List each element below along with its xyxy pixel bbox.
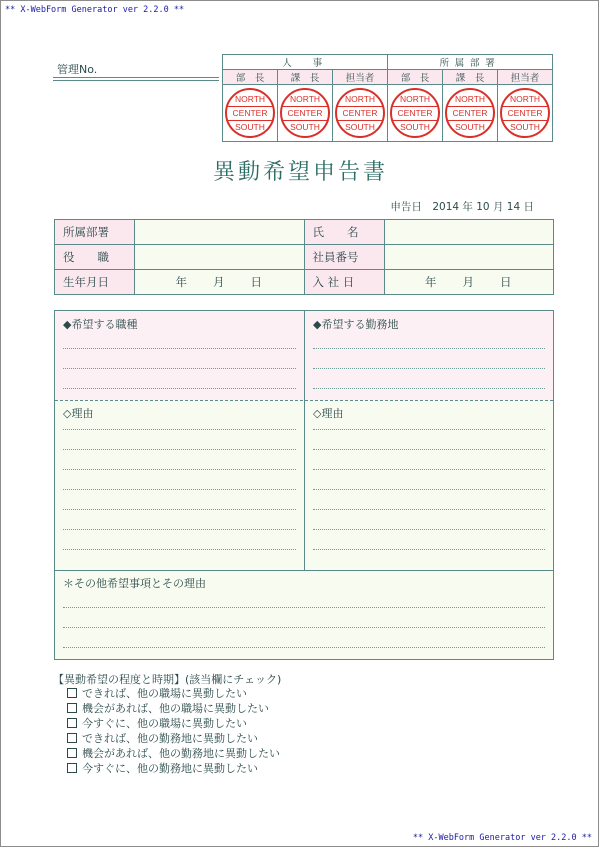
management-no-underline [53,80,219,81]
stamp-cell[interactable] [443,85,498,142]
other-wishes-panel[interactable] [55,570,553,659]
approval-role: 部 長 [388,70,443,85]
option-checkbox[interactable] [67,688,77,698]
generator-footer: ** X-WebForm Generator ver 2.2.0 ** [412,833,592,843]
stamp-text-top: NORTH [234,93,266,104]
position-label: 役 職 [55,245,135,270]
job-reason-panel[interactable] [55,400,304,570]
stamp-text-middle: CENTER [447,106,493,121]
stamp-cell[interactable] [278,85,333,142]
stamp-cell[interactable] [388,85,443,142]
birth-date-label: 生年月日 [55,270,135,295]
panel-divider-dashed [55,400,553,401]
writing-lines [63,329,296,389]
approval-stamp [280,88,330,138]
desired-job-label: ◆希望する職種 [63,318,138,331]
list-item [67,745,280,760]
stamp-cell[interactable] [223,85,278,142]
approval-dept-hr: 人 事 [223,55,388,70]
stamp-text-bottom: SOUTH [510,121,540,132]
approval-stamp [225,88,275,138]
stamp-text-middle: CENTER [337,106,383,121]
panel-divider-solid [55,570,553,571]
option-checkbox[interactable] [67,748,77,758]
transfer-wish-box [54,310,554,660]
stamp-text-top: NORTH [289,93,321,104]
employee-number-label: 社員番号 [304,245,384,270]
stamp-text-middle: CENTER [502,106,548,121]
stamp-text-middle: CENTER [282,106,328,121]
stamp-text-middle: CENTER [392,106,438,121]
approval-stamp [390,88,440,138]
stamp-text-middle: CENTER [227,106,273,121]
job-reason-label: ◇理由 [63,407,94,420]
birth-date-field[interactable]: 年 月 日 [135,270,305,295]
approval-role: 担当者 [333,70,388,85]
table-row [55,270,554,295]
join-date-label: 入 社 日 [304,270,384,295]
management-no-underline [53,77,219,78]
stamp-text-top: NORTH [454,93,486,104]
stamp-text-bottom: SOUTH [290,121,320,132]
employee-info-table [54,219,554,295]
approval-role: 部 長 [223,70,278,85]
table-row [55,245,554,270]
document-title: 異動希望申告書 [212,160,388,185]
stamp-text-bottom: SOUTH [235,121,265,132]
stamp-cell[interactable] [498,85,553,142]
approval-stamp-grid [222,54,553,142]
location-reason-label: ◇理由 [313,407,344,420]
option-checkbox[interactable] [67,718,77,728]
option-checkbox[interactable] [67,703,77,713]
list-item [67,760,280,775]
stamp-text-top: NORTH [344,93,376,104]
stamp-text-bottom: SOUTH [455,121,485,132]
stamp-text-bottom: SOUTH [345,121,375,132]
stamp-text-bottom: SOUTH [400,121,430,132]
list-item [67,730,280,745]
table-row [55,220,554,245]
stamp-cell[interactable] [333,85,388,142]
other-wishes-label: ＊その他希望事項とその理由 [63,577,206,590]
approval-stamp [335,88,385,138]
management-no-label: 管理No. [57,63,98,76]
approval-stamp [500,88,550,138]
writing-lines [63,410,296,550]
panel-divider-vertical [304,311,305,570]
approval-role: 課 長 [278,70,333,85]
option-label: 今すぐに、他の勤務地に異動したい [82,761,258,775]
join-date-field[interactable]: 年 月 日 [384,270,554,295]
option-label: 今すぐに、他の職場に異動したい [82,716,247,730]
generator-header: ** X-WebForm Generator ver 2.2.0 ** [5,5,185,15]
desired-location-panel[interactable] [305,311,553,400]
option-label: 機会があれば、他の職場に異動したい [82,701,269,715]
approval-stamp [445,88,495,138]
position-field[interactable] [135,245,305,270]
list-item [67,715,280,730]
options-title: 【異動希望の程度と時期】(該当欄にチェック) [53,673,282,686]
option-checkbox[interactable] [67,733,77,743]
list-item [67,685,280,700]
desired-job-panel[interactable] [55,311,304,400]
writing-lines [63,588,545,648]
employee-number-field[interactable] [384,245,554,270]
desired-location-label: ◆希望する勤務地 [313,318,399,331]
writing-lines [313,410,545,550]
department-label: 所属部署 [55,220,135,245]
stamp-text-top: NORTH [509,93,541,104]
approval-dept-own: 所属部署 [388,55,553,70]
approval-role: 担当者 [498,70,553,85]
report-date: 申告日 2014 年 10 月 14 日 [390,201,534,213]
approval-role: 課 長 [443,70,498,85]
name-label: 氏 名 [304,220,384,245]
location-reason-panel[interactable] [305,400,553,570]
option-label: できれば、他の勤務地に異動したい [82,731,258,745]
option-label: できれば、他の職場に異動したい [82,686,247,700]
writing-lines [313,329,545,389]
option-checkbox[interactable] [67,763,77,773]
list-item [67,700,280,715]
department-field[interactable] [135,220,305,245]
transfer-options-list [67,685,280,775]
option-label: 機会があれば、他の勤務地に異動したい [82,746,280,760]
name-field[interactable] [384,220,554,245]
stamp-text-top: NORTH [399,93,431,104]
